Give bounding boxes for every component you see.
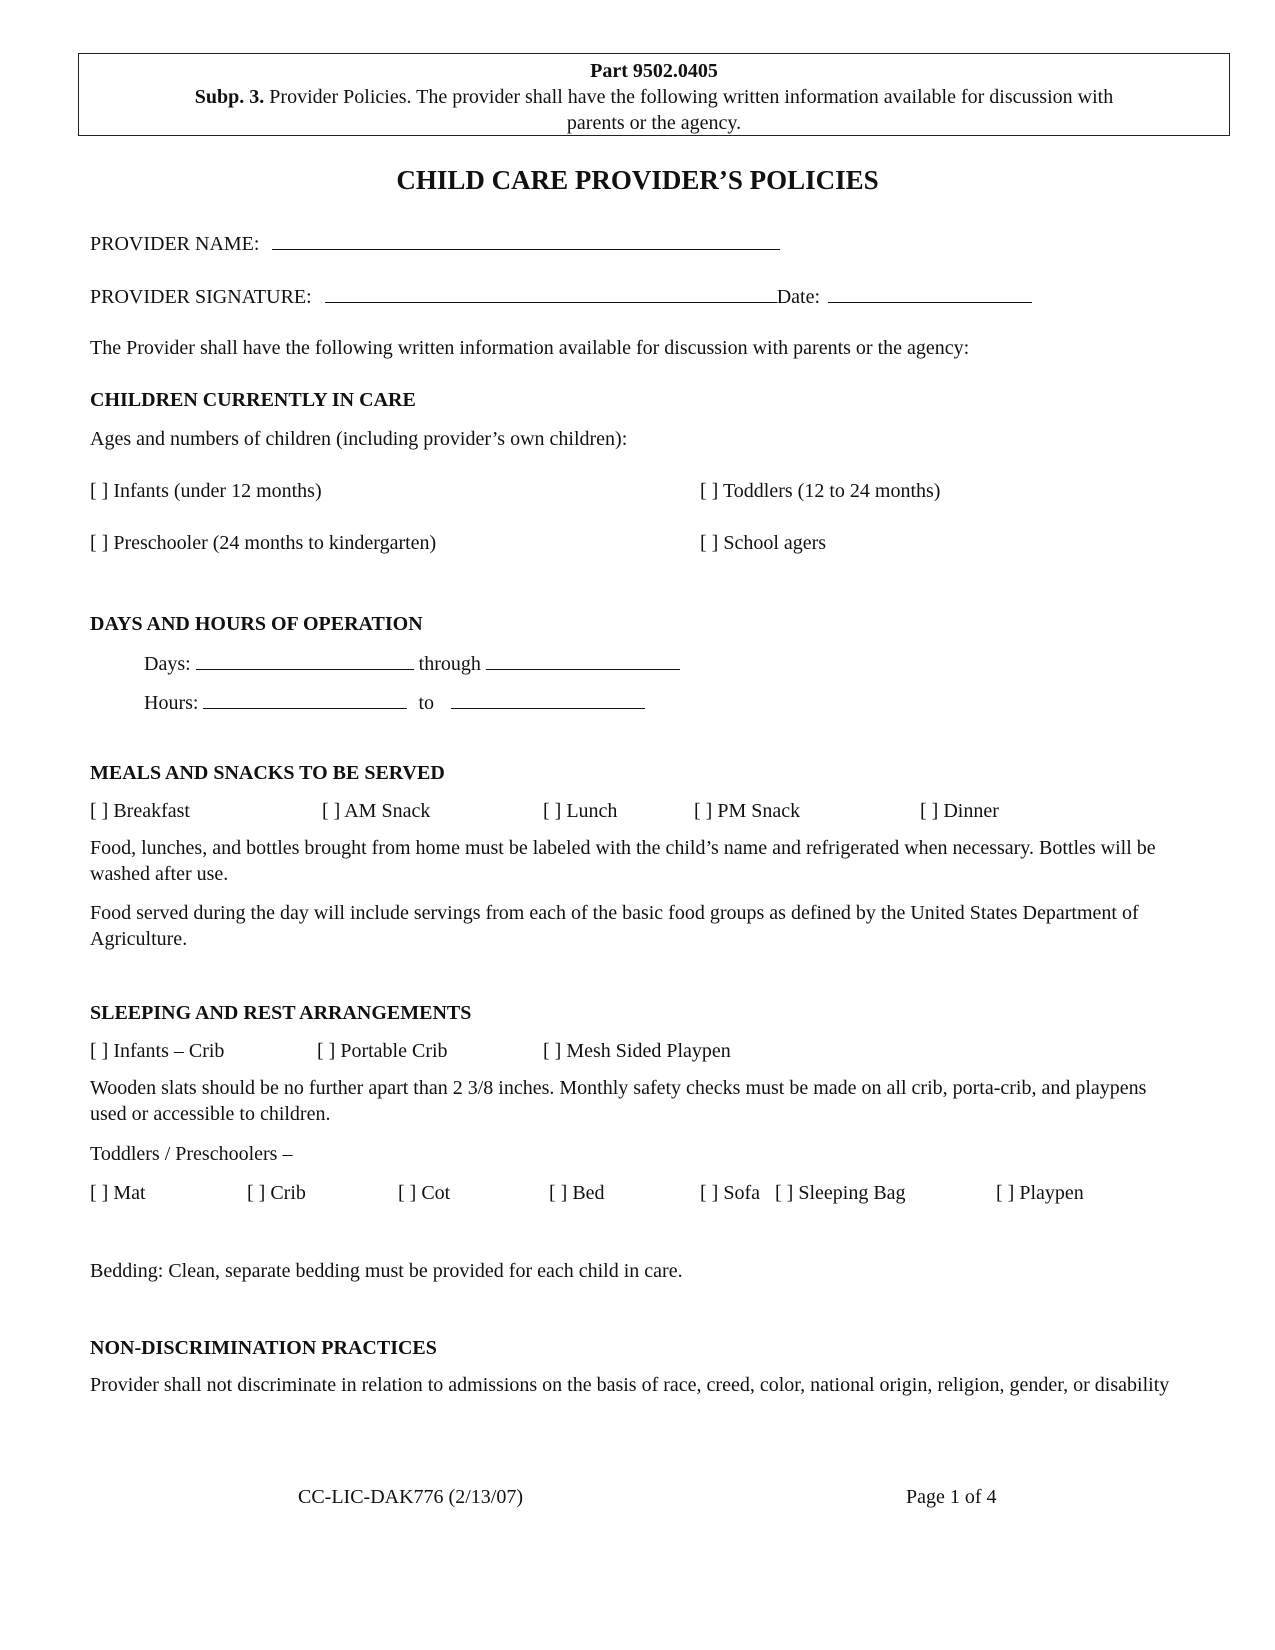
checkbox-box[interactable]: [ ] [700,532,719,554]
checkbox-school-agers[interactable] [700,533,826,553]
subp-text: Provider Policies. The provider shall have the following written information available for discussion with [264,86,1114,108]
checkbox-preschooler[interactable] [90,533,436,553]
checkbox-box[interactable]: [ ] [700,480,719,502]
checkbox-box[interactable]: [ ] [543,800,562,822]
page-number: Page 1 of 4 [906,1486,997,1508]
checkbox-am-snack[interactable] [322,801,430,821]
checkbox-label: Infants – Crib [108,1040,225,1062]
checkbox-label: Toddlers (12 to 24 months) [718,480,941,502]
checkbox-box[interactable]: [ ] [398,1182,417,1204]
checkbox-box[interactable]: [ ] [996,1182,1015,1204]
checkbox-label: Portable Crib [335,1040,448,1062]
checkbox-toddlers[interactable] [700,481,940,501]
provider-signature-field[interactable] [325,301,777,303]
checkbox-box[interactable]: [ ] [775,1182,794,1204]
date-field[interactable] [828,301,1032,303]
checkbox-box[interactable]: [ ] [90,532,109,554]
subp-line [79,87,1229,107]
checkbox-lunch[interactable] [543,801,617,821]
checkbox-box[interactable]: [ ] [700,1182,719,1204]
checkbox-label: Mat [108,1182,146,1204]
checkbox-label: PM Snack [712,800,801,822]
checkbox-box[interactable]: [ ] [247,1182,266,1204]
checkbox-label: Infants (under 12 months) [108,480,322,502]
checkbox-label: School agers [718,532,827,554]
checkbox-label: Dinner [938,800,999,822]
operation-heading: DAYS AND HOURS OF OPERATION [90,613,423,635]
children-heading: CHILDREN CURRENTLY IN CARE [90,389,416,411]
checkbox-label: Cot [416,1182,451,1204]
checkbox-box[interactable]: [ ] [694,800,713,822]
meals-paragraph-1: Food, lunches, and bottles brought from home must be labeled with the child’s name and refrigerated when necessary. Bottles will be washed after use. [90,837,1156,885]
hours-row [144,693,645,713]
checkbox-dinner[interactable] [920,801,999,821]
checkbox-box[interactable]: [ ] [90,800,109,822]
checkbox-label: AM Snack [340,800,431,822]
checkbox-label: Lunch [561,800,618,822]
checkbox-pm-snack[interactable] [694,801,800,821]
days-label: Days: [144,653,191,675]
checkbox-label: Breakfast [108,800,190,822]
provider-name-field[interactable] [272,248,780,250]
meals-paragraph-2: Food served during the day will include servings from each of the basic food groups as defined by the United States Department of Agriculture. [90,902,1139,950]
checkbox-box[interactable]: [ ] [90,480,109,502]
checkbox-box[interactable]: [ ] [543,1040,562,1062]
checkbox-box[interactable]: [ ] [317,1040,336,1062]
to-label: to [418,692,435,714]
bedding-text: Bedding: Clean, separate bedding must be provided for each child in care. [90,1260,683,1282]
checkbox-label: Sleeping Bag [793,1182,906,1204]
through-label: through [418,653,481,675]
hours-to-field[interactable] [451,707,645,709]
form-id: CC-LIC-DAK776 (2/13/07) [298,1486,523,1508]
checkbox-crib[interactable] [247,1183,306,1203]
checkbox-box[interactable]: [ ] [549,1182,568,1204]
part-number: Part 9502.0405 [590,60,718,82]
checkbox-sofa[interactable] [700,1183,760,1203]
checkbox-box[interactable]: [ ] [322,800,341,822]
checkbox-cot[interactable] [398,1183,450,1203]
checkbox-playpen[interactable] [996,1183,1084,1203]
checkbox-breakfast[interactable] [90,801,190,821]
hours-from-field[interactable] [203,707,407,709]
checkbox-label: Playpen [1014,1182,1084,1204]
checkbox-label: Bed [567,1182,605,1204]
intro-text: The Provider shall have the following written information available for discussion with parents or the agency: [90,337,970,359]
hours-label: Hours: [144,692,199,714]
checkbox-label: Sofa [718,1182,760,1204]
checkbox-bed[interactable] [549,1183,605,1203]
provider-name-label: PROVIDER NAME: [90,233,260,255]
page-title: CHILD CARE PROVIDER’S POLICIES [396,165,879,195]
checkbox-sleeping-bag[interactable] [775,1183,906,1203]
toddlers-label: Toddlers / Preschoolers – [90,1143,293,1165]
checkbox-label: Mesh Sided Playpen [561,1040,731,1062]
provider-signature-label: PROVIDER SIGNATURE: [90,286,312,308]
checkbox-box[interactable]: [ ] [920,800,939,822]
provider-name-row [90,234,780,254]
checkbox-box[interactable]: [ ] [90,1182,109,1204]
children-subtext: Ages and numbers of children (including provider’s own children): [90,428,628,450]
days-to-field[interactable] [486,668,680,670]
regulation-header-box [78,53,1230,136]
nondiscrimination-heading: NON-DISCRIMINATION PRACTICES [90,1337,437,1359]
checkbox-box[interactable]: [ ] [90,1040,109,1062]
date-label: Date: [776,286,820,308]
checkbox-mat[interactable] [90,1183,146,1203]
checkbox-label: Crib [265,1182,306,1204]
nondiscrimination-text: Provider shall not discriminate in relation to admissions on the basis of race, creed, color, national origin, religion, gender, or disability [90,1374,1170,1396]
checkbox-infants-crib[interactable] [90,1041,224,1061]
sleeping-heading: SLEEPING AND REST ARRANGEMENTS [90,1002,472,1024]
provider-signature-row [90,287,1032,307]
checkbox-mesh-playpen[interactable] [543,1041,731,1061]
checkbox-label: Preschooler (24 months to kindergarten) [108,532,437,554]
days-row [144,654,680,674]
sleeping-paragraph: Wooden slats should be no further apart than 2 3/8 inches. Monthly safety checks must be made on all crib, porta-crib, and playpens used or accessible to children. [90,1077,1147,1125]
checkbox-portable-crib[interactable] [317,1041,448,1061]
meals-heading: MEALS AND SNACKS TO BE SERVED [90,762,445,784]
subp-label: Subp. 3. [194,86,265,108]
days-from-field[interactable] [196,668,414,670]
checkbox-infants[interactable] [90,481,322,501]
subp-text-line2: parents or the agency. [566,112,742,134]
